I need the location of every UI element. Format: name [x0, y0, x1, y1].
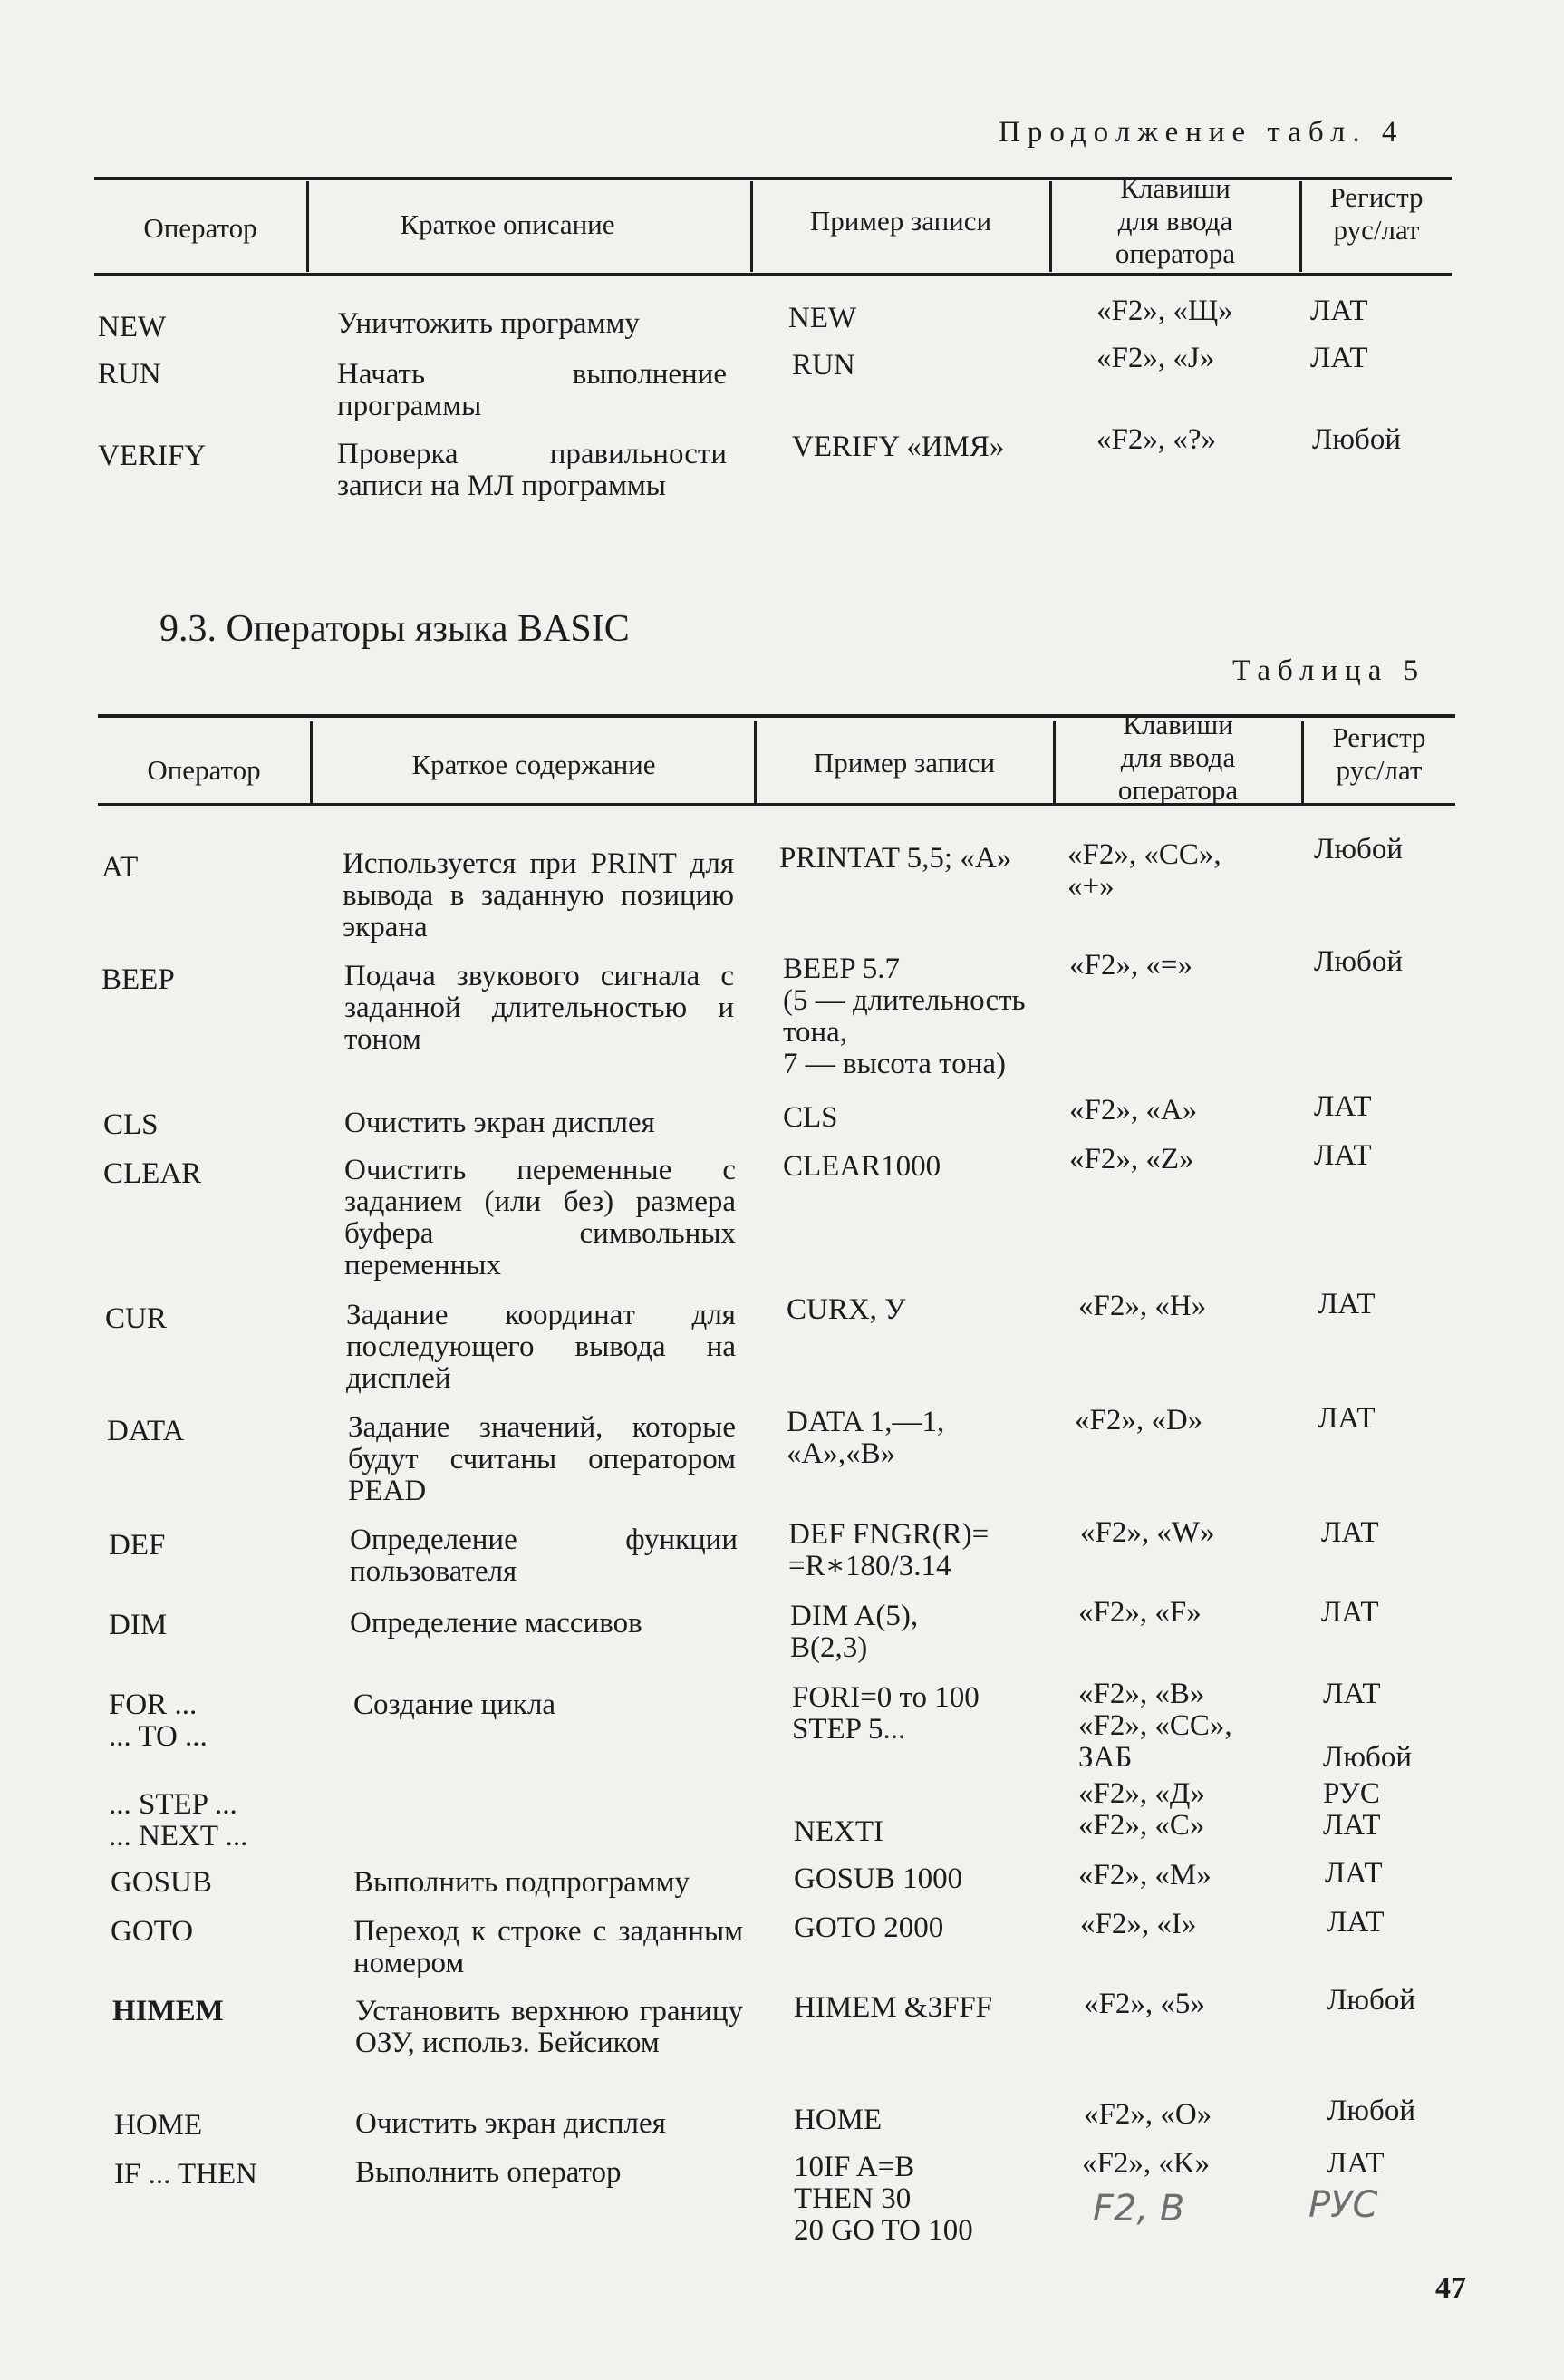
table5-header-description: Краткое содержание	[411, 749, 656, 780]
table5-row-himem-operator: HIMEM	[112, 1995, 224, 2027]
table5-row-dim-register: ЛАТ	[1321, 1596, 1379, 1629]
table5-header-operator: Оператор	[147, 754, 261, 786]
table5-row-goto-example: GOTO 2000	[794, 1911, 944, 1944]
table5-row-goto-operator: GOTO	[111, 1915, 194, 1948]
table5-row-dim-operator: DIM	[109, 1609, 168, 1641]
table5-row-home-operator: HOME	[114, 2109, 203, 2142]
table5-row-def-keys: «F2», «W»	[1080, 1516, 1215, 1549]
section-title: 9.3. Операторы языка BASIC	[159, 608, 630, 650]
table5-row-data-keys: «F2», «D»	[1075, 1404, 1203, 1437]
table4-row-verify-register: Любой	[1312, 423, 1401, 456]
table5-row-cur-register: ЛАТ	[1318, 1288, 1376, 1321]
handwritten-register-note: РУС	[1308, 2184, 1378, 2226]
table5-row-clear-description: Очистить переменные с заданием (или без) размера буфера символьных переменных	[344, 1154, 736, 1282]
table5-row-himem-register: Любой	[1327, 1984, 1415, 2017]
table4-row-verify-description: Проверка правильности записи на МЛ программы	[337, 438, 727, 502]
table5-row-data-register: ЛАТ	[1318, 1402, 1376, 1435]
table5-row-gosub-keys: «F2», «M»	[1078, 1859, 1212, 1891]
table5-row-step-keys: «F2», «Д» «F2», «C»	[1078, 1777, 1205, 1842]
table5-row-for-description: Создание цикла	[353, 1688, 556, 1721]
table5-row-if-description: Выполнить оператор	[355, 2156, 622, 2189]
table4-row-new-description: Уничтожить программу	[337, 307, 640, 340]
table5-row-cur-example: CURX, У	[787, 1293, 906, 1326]
table5-row-gosub-example: GOSUB 1000	[794, 1862, 963, 1895]
table5-row-def-operator: DEF	[109, 1529, 166, 1562]
table5-row-beep-operator: BEEP	[101, 963, 175, 996]
table4-row-verify-keys: «F2», «?»	[1096, 423, 1216, 456]
table5-row-home-description: Очистить экран дисплея	[355, 2107, 666, 2140]
table5-row-goto-keys: «F2», «I»	[1080, 1908, 1197, 1940]
table4-row-new-register: ЛАТ	[1310, 295, 1368, 327]
table5-row-cls-operator: CLS	[103, 1108, 159, 1141]
table5-row-home-example: HOME	[794, 2104, 883, 2136]
table5-row-dim-example: DIM A(5), B(2,3)	[790, 1600, 919, 1664]
table4-row-new-example: NEW	[788, 302, 857, 334]
table5-row-for-example: FORI=0 то 100 STEP 5...	[792, 1681, 980, 1746]
table5-row-step-operator: ... STEP ... ... NEXT ...	[109, 1788, 248, 1853]
table4-row-run-register: ЛАТ	[1310, 342, 1368, 374]
table5-caption: Таблица 5	[1232, 654, 1426, 687]
table5-row-gosub-description: Выполнить подпрограмму	[353, 1866, 690, 1899]
table5-row-dim-keys: «F2», «F»	[1078, 1596, 1202, 1629]
table5-row-for-operator: FOR ... ... TO ...	[109, 1688, 208, 1753]
table5-row-cls-description: Очистить экран дисплея	[344, 1107, 655, 1139]
table5-row-at-keys: «F2», «CC», «+»	[1067, 838, 1221, 903]
table5-row-at-example: PRINTAT 5,5; «A»	[779, 842, 1012, 875]
table5-row-himem-example: HIMEM &3FFF	[794, 1991, 993, 2024]
table5-row-clear-keys: «F2», «Z»	[1069, 1143, 1194, 1175]
table4-header-description: Краткое описание	[400, 208, 615, 240]
table5-row-at-register: Любой	[1314, 833, 1403, 866]
table5-row-def-example: DEF FNGR(R)= =R∗180/3.14	[788, 1518, 990, 1582]
table4-row-run-operator: RUN	[98, 358, 161, 391]
table5-row-dim-description: Определение массивов	[350, 1607, 642, 1640]
table5-row-beep-keys: «F2», «=»	[1069, 949, 1192, 982]
table5-row-cur-description: Задание координат для последующего вывода на дисплей	[346, 1299, 736, 1395]
table5-row-beep-example: BEEP 5.7 (5 — длительность тона, 7 — высота тона)	[783, 953, 1026, 1080]
table5-row-himem-keys: «F2», «5»	[1084, 1988, 1205, 2020]
table5-row-beep-description: Подача звукового сигнала с заданной длительностью и тоном	[344, 960, 734, 1056]
table5-row-home-register: Любой	[1327, 2095, 1415, 2127]
table4-header-keys: Клавиши для ввода оператора	[1115, 172, 1236, 269]
table5-header-register: Регистр рус/лат	[1332, 721, 1426, 786]
table5-row-if-example: 10IF A=B THEN 30 20 GO TO 100	[794, 2151, 973, 2247]
table5-row-if-register: ЛАТ	[1327, 2147, 1385, 2180]
table5-row-goto-register: ЛАТ	[1327, 1906, 1385, 1939]
table5-row-at-description: Используется при PRINT для вывода в заданную позицию экрана	[343, 847, 734, 943]
table5-row-for-keys: «F2», «B» «F2», «CC», ЗАБ	[1078, 1678, 1232, 1774]
table4-row-new-operator: NEW	[98, 311, 167, 343]
table4-caption: Продолжение табл. 4	[999, 116, 1405, 149]
table5-header-keys: Клавиши для ввода оператора	[1117, 709, 1239, 806]
table4-row-run-example: RUN	[792, 349, 855, 382]
table5-row-if-keys: «F2», «K»	[1082, 2147, 1211, 2180]
table5-row-clear-operator: CLEAR	[103, 1157, 202, 1190]
table4-header-register: Регистр рус/лат	[1329, 181, 1424, 246]
table5-row-gosub-register: ЛАТ	[1325, 1857, 1383, 1890]
table5-row-himem-description: Установить верхнюю границу ОЗУ, использ. Бейсиком	[355, 1995, 743, 2059]
table5-row-def-register: ЛАТ	[1321, 1516, 1379, 1549]
table4-header-example: Пример записи	[809, 205, 992, 237]
table5-row-clear-example: CLEAR1000	[783, 1150, 941, 1183]
table4-header-rule	[94, 273, 1452, 276]
table5-row-cls-keys: «F2», «A»	[1069, 1094, 1198, 1127]
table5-row-for-register: ЛАТ Любой	[1323, 1678, 1412, 1774]
table5-row-cur-keys: «F2», «H»	[1078, 1290, 1207, 1322]
table4-row-new-keys: «F2», «Щ»	[1096, 295, 1233, 327]
table5-row-def-description: Определение функции пользователя	[350, 1524, 738, 1588]
handwritten-keys-note: F2, B	[1093, 2188, 1185, 2230]
table5-row-data-operator: DATA	[107, 1415, 185, 1447]
page-number: 47	[1435, 2271, 1466, 2305]
table4-row-verify-example: VERIFY «ИМЯ»	[792, 431, 1005, 463]
table5-row-clear-register: ЛАТ	[1314, 1139, 1372, 1172]
table5-row-data-description: Задание значений, которые будут считаны оператором PEAD	[348, 1411, 736, 1507]
table4-header-operator: Оператор	[143, 212, 257, 244]
table4-row-verify-operator: VERIFY	[98, 440, 207, 472]
table5-row-at-operator: AT	[101, 851, 139, 884]
table5-row-gosub-operator: GOSUB	[111, 1866, 212, 1899]
table4-row-run-keys: «F2», «J»	[1096, 342, 1215, 374]
table5-row-data-example: DATA 1,—1, «A»,«B»	[787, 1406, 945, 1470]
table5-row-goto-description: Переход к строке с заданным номером	[353, 1915, 743, 1979]
table4-row-run-description: Начать выполнение программы	[337, 358, 727, 422]
table5-row-cls-register: ЛАТ	[1314, 1090, 1372, 1123]
table5-row-cls-example: CLS	[783, 1101, 838, 1134]
table5-row-if-operator: IF ... THEN	[114, 2158, 257, 2191]
table5-row-beep-register: Любой	[1314, 945, 1403, 978]
table5-row-home-keys: «F2», «O»	[1084, 2098, 1212, 2131]
table5-row-step-register: РУС ЛАТ	[1323, 1777, 1381, 1842]
table5-row-step-example: NEXTI	[794, 1815, 883, 1848]
table5-header-example: Пример записи	[813, 747, 996, 779]
table5-row-cur-operator: CUR	[105, 1302, 167, 1335]
